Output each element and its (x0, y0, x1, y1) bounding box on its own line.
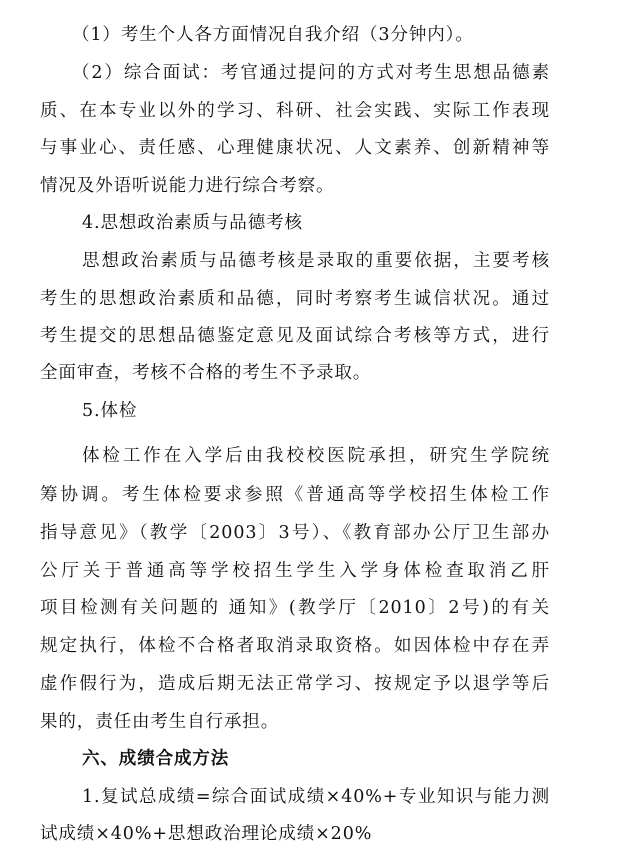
paragraph-medical-line-6: 规定执行，体检不合格者取消录取资格。如因体检中存在弄 (40, 636, 550, 656)
paragraph-medical-line-2: 筹协调。考生体检要求参照《普通高等学校招生体检工作 (40, 485, 550, 505)
paragraph-political-line-1: 思想政治素质与品德考核是录取的重要依据，主要考核 (82, 251, 550, 271)
paragraph-medical-line-7: 虚作假行为，造成后期无法正常学习、按规定予以退学等后 (40, 674, 550, 694)
paragraph-medical-line-5: 项目检测有关问题的 通知》(教学厅〔2010〕2号)的有关 (40, 598, 550, 618)
paragraph-political-line-2: 考生的思想政治素质和品德，同时考察考生诚信状况。通过 (40, 289, 550, 309)
section-heading-score-synthesis: 六、成绩合成方法 (82, 749, 230, 769)
section-heading-political-review: 4.思想政治素质与品德考核 (82, 213, 303, 233)
paragraph-medical-line-1: 体检工作在入学后由我校校医院承担，研究生学院统 (82, 446, 550, 466)
paragraph-political-line-3: 考生提交的思想品德鉴定意见及面试综合考核等方式，进行 (40, 326, 550, 346)
paragraph-score-line-1: 1.复试总成绩=综合面试成绩×40%+专业知识与能力测 (82, 787, 550, 807)
paragraph-self-intro: （1）考生个人各方面情况自我介绍（3分钟内）。 (72, 25, 474, 45)
paragraph-medical-line-8: 果的，责任由考生自行承担。 (40, 712, 280, 732)
paragraph-medical-line-3: 指导意见》（教学〔2003〕3号）、《教育部办公厅卫生部办 (40, 523, 550, 543)
paragraph-interview-line-3: 与事业心、责任感、心理健康状况、人文素养、创新精神等 (40, 138, 550, 158)
paragraph-political-line-4: 全面审查，考核不合格的考生不予录取。 (40, 363, 372, 383)
paragraph-interview-line-1: （2）综合面试：考官通过提问的方式对考生思想品德素 (72, 63, 550, 83)
paragraph-medical-line-4: 公厅关于普通高等学校招生学生入学身体检查取消乙肝 (40, 561, 550, 581)
paragraph-interview-line-2: 质、在本专业以外的学习、科研、社会实践、实际工作表现 (40, 101, 550, 121)
paragraph-score-line-2: 试成绩×40%+思想政治理论成绩×20% (40, 824, 373, 844)
section-heading-medical-exam: 5.体检 (82, 401, 138, 421)
paragraph-interview-line-4: 情况及外语听说能力进行综合考察。 (40, 176, 335, 196)
